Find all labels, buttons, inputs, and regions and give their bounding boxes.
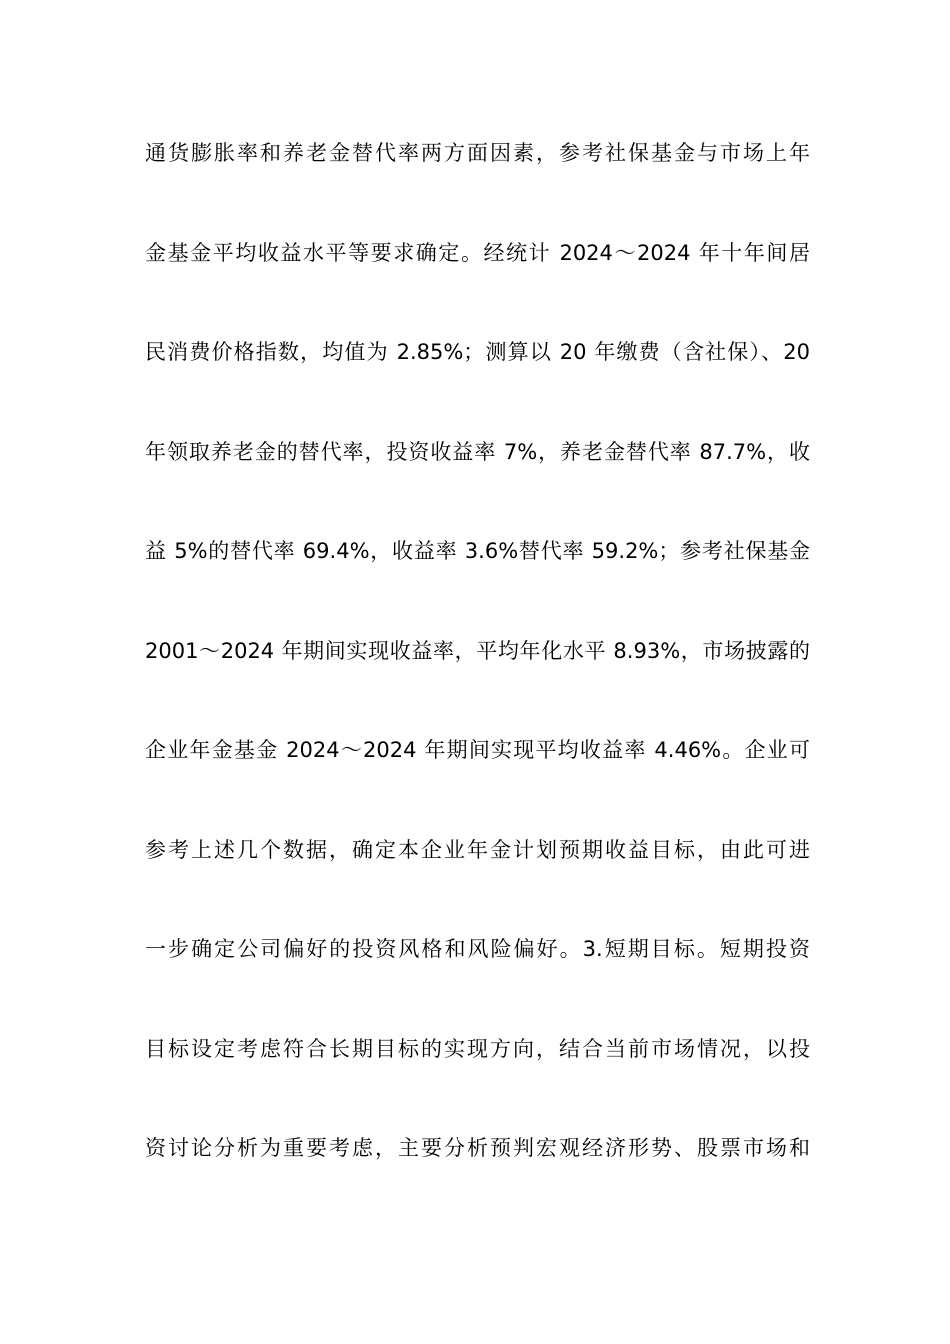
text-line-4: 年领取养老金的替代率，投资收益率 7%，养老金替代率 87.7%，收 [145,439,810,464]
text-line-1: 通货膨胀率和养老金替代率两方面因素，参考社保基金与市场上年 [145,141,810,165]
text-line-9: 一步确定公司偏好的投资风格和风险偏好。3.短期目标。短期投资 [145,937,810,961]
text-line-5: 益 5%的替代率 69.4%，收益率 3.6%替代率 59.2%；参考社保基金 [145,539,810,563]
text-line-2: 金基金平均收益水平等要求确定。经统计 2024～2024 年十年间居 [145,240,810,265]
text-line-3: 民消费价格指数，均值为 2.85%；测算以 20 年缴费（含社保）、20 [145,340,810,364]
text-line-6: 2001～2024 年期间实现收益率，平均年化水平 8.93%，市场披露的 [145,638,810,663]
text-line-8: 参考上述几个数据，确定本企业年金计划预期收益目标，由此可进 [145,837,810,862]
text-line-7: 企业年金基金 2024～2024 年期间实现平均收益率 4.46%。企业可 [145,738,810,762]
text-line-11: 资讨论分析为重要考虑，主要分析预判宏观经济形势、股票市场和 [145,1136,810,1160]
body-text [145,132,810,1227]
text-line-10: 目标设定考虑符合长期目标的实现方向，结合当前市场情况，以投 [145,1036,810,1061]
